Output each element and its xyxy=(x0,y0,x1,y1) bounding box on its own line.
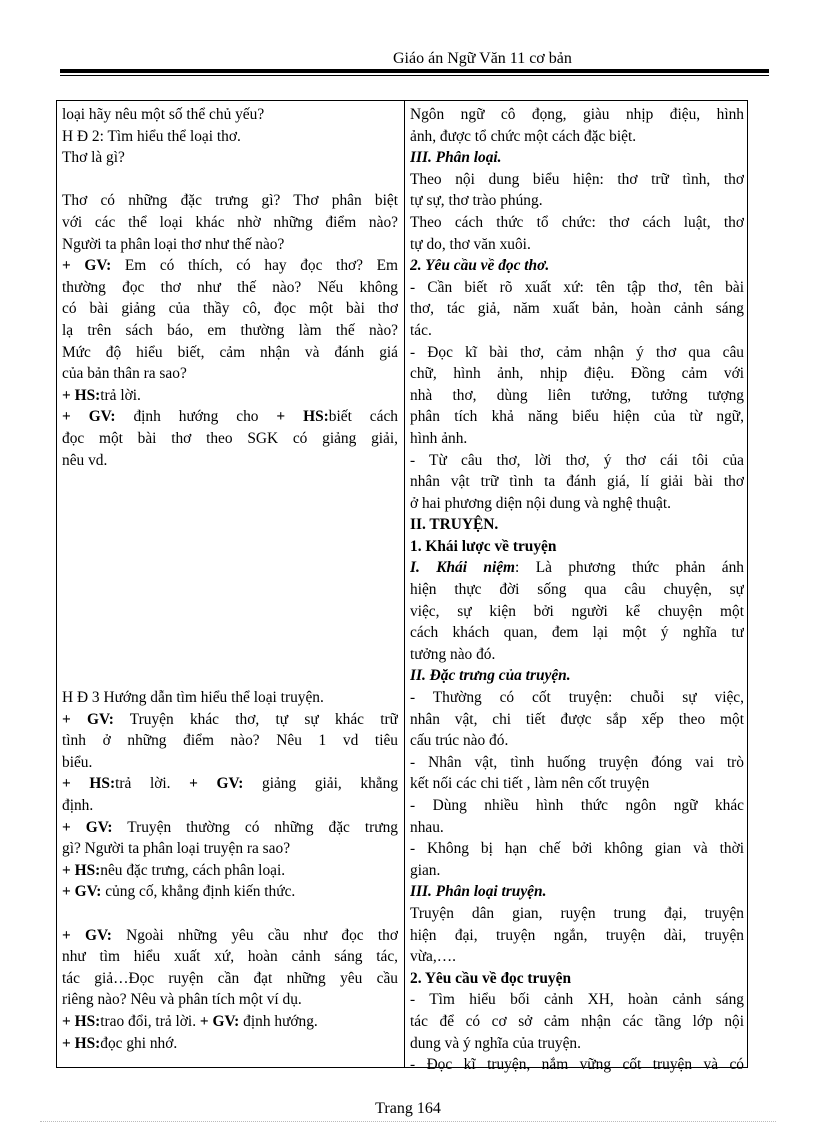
activity-line: riêng nào? Nêu và phân tích một ví dụ. xyxy=(62,991,302,1009)
activity-line: + HS:trả lời. xyxy=(62,386,141,404)
content-line: dung và ý nghĩa của truyện. xyxy=(410,1034,581,1052)
activity-line: + GV: định hướng cho + HS:biết cách xyxy=(62,408,398,426)
content-line: tưởng nào đó. xyxy=(410,645,496,663)
content-line: - Thường có cốt truyện: chuỗi sự việc, xyxy=(410,689,744,707)
content-line: kết nối các chi tiết , làm nên cốt truyện xyxy=(410,775,650,793)
activity-line: biểu. xyxy=(62,753,93,771)
activity-line: + GV: Truyện khác thơ, tự sự khác trữ xyxy=(62,710,398,728)
content-line: nhân vật, chi tiết được sắp xếp theo một xyxy=(410,710,744,728)
teacher-activity-column xyxy=(62,104,398,1054)
activity-line xyxy=(62,665,398,687)
content-line: Theo cách thức tổ chức: thơ cách luật, thơ xyxy=(410,213,744,231)
activity-line: Thơ có những đặc trưng gì? Thơ phân biệt xyxy=(62,192,398,210)
activity-line: đọc một bài thơ theo SGK có giảng giải, xyxy=(62,429,398,447)
activity-line: Người ta phân loại thơ như thế nào? xyxy=(62,235,285,253)
content-column xyxy=(410,104,744,1076)
content-line: ở hai phương diện nội dung và nghệ thuật. xyxy=(410,494,671,512)
content-line: chữ, hình ảnh, nhịp điệu. Đồng cảm với xyxy=(410,365,744,383)
content-line: cấu trúc nào đó. xyxy=(410,732,509,750)
content-line: - Nhân vật, tình huống truyện đóng vai trò xyxy=(410,753,744,771)
content-line: nhân vật trữ tình ta đánh giá, lí giải bài thơ xyxy=(410,473,744,491)
activity-line xyxy=(62,622,398,644)
activity-line xyxy=(62,493,398,515)
activity-line: + HS:nêu đặc trưng, cách phân loại. xyxy=(62,861,286,879)
activity-line xyxy=(62,644,398,666)
activity-line: H Đ 3 Hướng dẫn tìm hiểu thể loại truyện. xyxy=(62,689,324,707)
content-line: II. Đặc trưng của truyện. xyxy=(410,667,571,685)
activity-line: + HS:trả lời. + GV: giảng giải, khẳng xyxy=(62,775,398,793)
activity-line: + GV: củng cố, khẳng định kiến thức. xyxy=(62,883,296,901)
content-line: gian. xyxy=(410,861,441,879)
content-line: ảnh, được tổ chức một cách đặc biệt. xyxy=(410,127,637,145)
activity-line: tác giả…Đọc ruyện cần đạt những yêu cầu xyxy=(62,969,398,987)
activity-line: thường đọc thơ như thế nào? Nếu không xyxy=(62,278,398,296)
content-line: 2. Yêu cầu về đọc thơ. xyxy=(410,257,550,275)
activity-line: + HS:trao đổi, trả lời. + GV: định hướng. xyxy=(62,1012,318,1030)
activity-line xyxy=(62,601,398,623)
content-line: nhau. xyxy=(410,818,444,836)
content-line: III. Phân loại. xyxy=(410,149,502,167)
column-divider xyxy=(404,101,405,1067)
activity-line: loại hãy nêu một số thể chủ yếu? xyxy=(62,106,265,123)
activity-line: gì? Người ta phân loại truyện ra sao? xyxy=(62,840,291,858)
content-line: - Đọc kĩ bài thơ, cảm nhận ý thơ qua câu xyxy=(410,343,744,361)
activity-line xyxy=(62,579,398,601)
activity-line xyxy=(62,557,398,579)
activity-line: + HS:đọc ghi nhớ. xyxy=(62,1034,178,1052)
content-line: vừa,…. xyxy=(410,948,456,966)
activity-line: lạ trên sách báo, em thường làm thế nào? xyxy=(62,321,398,339)
content-line: nhà thơ, dùng liên tưởng, tưởng tượng xyxy=(410,386,744,404)
content-line: Truyện dân gian, ruyện trung đại, truyện xyxy=(410,904,744,922)
content-line: - Đọc kĩ truyện, nắm vững cốt truyện và có xyxy=(410,1056,744,1074)
activity-line: tình ở những điểm nào? Nêu 1 vd tiêu xyxy=(62,732,398,750)
activity-line: + GV: Ngoài những yêu cầu như đọc thơ xyxy=(62,926,398,944)
activity-line: Thơ là gì? xyxy=(62,149,125,167)
content-line: - Không bị hạn chế bởi không gian và thời xyxy=(410,840,744,858)
content-line: III. Phân loại truyện. xyxy=(410,883,547,901)
activity-line: định. xyxy=(62,797,94,814)
activity-line xyxy=(62,514,398,536)
content-line: II. TRUYỆN. xyxy=(410,516,499,534)
activity-line: + GV: Truyện thường có những đặc trưng xyxy=(62,818,398,836)
activity-line: với các thể loại khác nhờ những điểm nào? xyxy=(62,213,398,231)
header-rule-thick xyxy=(60,69,769,73)
lesson-table xyxy=(56,100,748,1074)
content-line: thơ, tác giả, năm xuất bản, hoàn cảnh sáng xyxy=(410,300,744,318)
content-line: tác. xyxy=(410,321,432,339)
content-line: 1. Khái lược về truyện xyxy=(410,537,557,555)
content-line: - Từ câu thơ, lời thơ, ý thơ cái tôi của xyxy=(410,451,744,469)
content-line: Ngôn ngữ cô đọng, giàu nhịp điệu, hình xyxy=(410,106,744,123)
activity-line xyxy=(62,536,398,558)
activity-line: H Đ 2: Tìm hiểu thể loại thơ. xyxy=(62,127,241,145)
page-number: Trang 164 xyxy=(375,1100,441,1117)
content-line: - Tìm hiểu bối cảnh XH, hoàn cảnh sáng xyxy=(410,991,744,1009)
content-line: tác để có cơ sở cảm nhận các tầng lớp nội xyxy=(410,1012,744,1030)
content-line: phân tích khả năng biểu hiện của từ ngữ, xyxy=(410,408,744,426)
activity-line xyxy=(62,471,398,493)
activity-line: của bản thân ra sao? xyxy=(62,365,187,383)
footer-rule xyxy=(40,1121,776,1122)
activity-line xyxy=(62,903,398,925)
activity-line: Mức độ hiểu biết, cảm nhận và đánh giá xyxy=(62,343,398,361)
activity-line: nêu vd. xyxy=(62,451,108,469)
content-line: việc, sự kiện bởi người kể chuyện một xyxy=(410,602,744,620)
activity-line: có bài giảng của thầy cô, đọc một bài thơ xyxy=(62,300,398,318)
activity-line: như tìm hiểu xuất xứ, hoàn cảnh sáng tác, xyxy=(62,948,398,966)
content-line: I. Khái niệm: Là phương thức phản ánh xyxy=(410,559,744,577)
content-line: 2. Yêu cầu về đọc truyện xyxy=(410,969,572,987)
content-line: hình ảnh. xyxy=(410,429,468,447)
content-line: - Dùng nhiều hình thức ngôn ngữ khác xyxy=(410,797,744,814)
content-line: cách khách quan, đem lại một ý nghĩa tư xyxy=(410,624,744,642)
content-line: hiện đại, truyện ngắn, truyện dài, truyện xyxy=(410,926,744,944)
page-header-title: Giáo án Ngữ Văn 11 cơ bản xyxy=(393,50,572,67)
content-line: - Cần biết rõ xuất xứ: tên tập thơ, tên bài xyxy=(410,278,744,296)
activity-line xyxy=(62,169,398,191)
content-line: hiện thực đời sống qua câu chuyện, sự xyxy=(410,581,744,599)
header-rule-thin xyxy=(60,75,769,76)
content-line: tự sự, thơ trào phúng. xyxy=(410,192,543,210)
content-line: Theo nội dung biểu hiện: thơ trữ tình, thơ xyxy=(410,170,744,188)
activity-line: + GV: Em có thích, có hay đọc thơ? Em xyxy=(62,257,398,275)
content-line: tự do, thơ văn xuôi. xyxy=(410,235,531,253)
